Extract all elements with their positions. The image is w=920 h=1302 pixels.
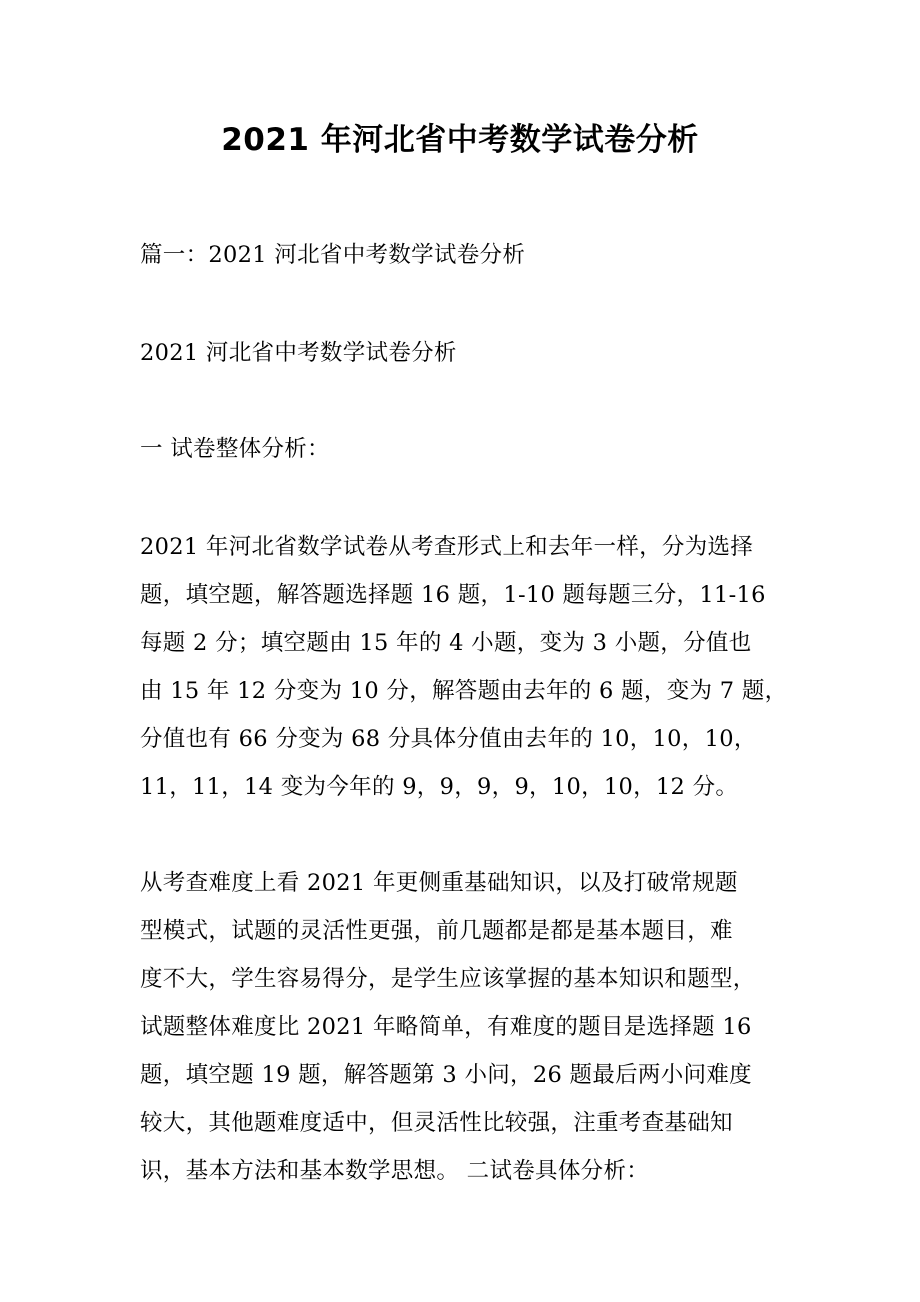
article-heading: 2021 河北省中考数学试卷分析	[140, 340, 457, 366]
section-heading-part-one: 篇一：2021 河北省中考数学试卷分析	[140, 242, 526, 268]
paragraph-line: 识，基本方法和基本数学思想。 二试卷具体分析：	[140, 1158, 650, 1184]
paragraph-line: 从考查难度上看 2021 年更侧重基础知识，以及打破常规题	[140, 870, 738, 896]
paragraph-line: 较大，其他题难度适中，但灵活性比较强，注重考查基础知	[140, 1110, 733, 1136]
paragraph-line: 11，11，14 变为今年的 9，9，9，9，10，10，12 分。	[140, 774, 739, 800]
paragraph-line: 由 15 年 12 分变为 10 分，解答题由去年的 6 题，变为 7 题，	[140, 678, 788, 704]
paragraph-line: 题，填空题 19 题，解答题第 3 小问，26 题最后两小问难度	[140, 1062, 752, 1088]
paragraph-line: 型模式，试题的灵活性更强，前几题都是都是基本题目，难	[140, 918, 733, 944]
paragraph-line: 度不大，学生容易得分，是学生应该掌握的基本知识和题型，	[140, 966, 756, 992]
paragraph-line: 每题 2 分；填空题由 15 年的 4 小题，变为 3 小题，分值也	[140, 630, 752, 656]
paragraph-line: 分值也有 66 分变为 68 分具体分值由去年的 10，10，10，	[140, 726, 757, 752]
paragraph-line: 题，填空题，解答题选择题 16 题，1-10 题每题三分，11-16	[140, 582, 766, 608]
section-heading-overall-analysis: 一 试卷整体分析：	[140, 436, 330, 462]
document-title: 2021 年河北省中考数学试卷分析	[221, 122, 699, 158]
paragraph-line: 2021 年河北省数学试卷从考查形式上和去年一样，分为选择	[140, 534, 754, 560]
paragraph-line: 试题整体难度比 2021 年略简单，有难度的题目是选择题 16	[140, 1014, 752, 1040]
